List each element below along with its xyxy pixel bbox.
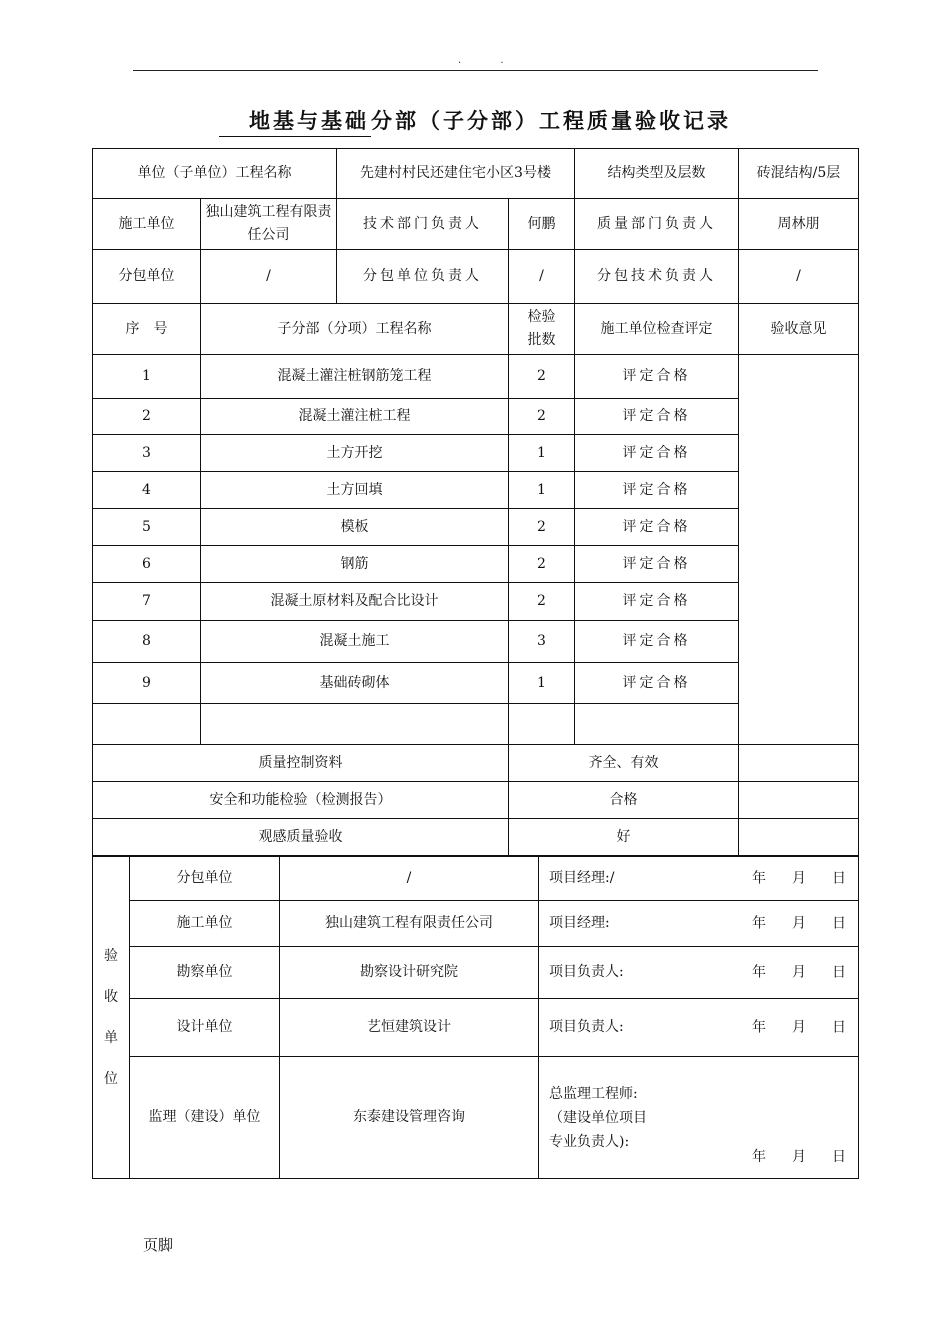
signer-line: 总监理工程师: — [549, 1085, 638, 1102]
project-name-value: 先建村村民还建住宅小区3号楼 — [337, 149, 575, 199]
col-batch-line1: 检验 — [527, 309, 556, 325]
date-year: 年 — [752, 1149, 766, 1165]
unit-signature — [539, 901, 859, 947]
summary-label: 质量控制资料 — [93, 745, 509, 782]
acceptance-row — [93, 1057, 859, 1179]
sub-unit-value: / — [201, 250, 337, 304]
row-name: 基础砖砌体 — [201, 663, 509, 704]
date-year: 年 — [752, 870, 766, 886]
row-seq: 4 — [93, 472, 201, 509]
tech-head-value: 何鹏 — [509, 199, 575, 250]
date-day: 日 — [832, 870, 846, 886]
header-rule — [133, 70, 818, 71]
row-seq — [93, 704, 201, 745]
summary-value: 齐全、有效 — [509, 745, 739, 782]
unit-name: / — [280, 857, 539, 901]
row-name: 钢筋 — [201, 546, 509, 583]
unit-name: 东泰建设管理咨询 — [280, 1057, 539, 1179]
unit-signature — [539, 857, 859, 901]
sub-unit-head-value: / — [509, 250, 575, 304]
row-eval: 评定合格 — [575, 399, 739, 435]
date-month: 月 — [792, 1019, 806, 1035]
date-day: 日 — [832, 964, 846, 980]
row-seq: 9 — [93, 663, 201, 704]
sub-tech-head-value: / — [739, 250, 859, 304]
row-seq: 3 — [93, 435, 201, 472]
title-sub: 分部（子分部）工程质量验收记录 — [371, 108, 731, 133]
row-batch: 2 — [509, 583, 575, 621]
row-batch: 1 — [509, 663, 575, 704]
quality-table — [92, 148, 859, 856]
acceptance-table — [92, 856, 859, 1179]
row-eval: 评定合格 — [575, 472, 739, 509]
unit-signature — [539, 947, 859, 999]
sign-date — [726, 1146, 846, 1169]
structure-label: 结构类型及层数 — [575, 149, 739, 199]
row-eval: 评定合格 — [575, 663, 739, 704]
page-footer: 页脚 — [143, 1236, 174, 1254]
unit-name: 勘察设计研究院 — [280, 947, 539, 999]
col-opinion: 验收意见 — [739, 304, 859, 355]
page-title — [0, 105, 950, 137]
unit-role: 设计单位 — [130, 999, 280, 1057]
row-batch: 1 — [509, 435, 575, 472]
info-row-project — [93, 149, 859, 199]
signer-label: 项目负责人: — [549, 964, 624, 980]
row-batch — [509, 704, 575, 745]
unit-role: 分包单位 — [130, 857, 280, 901]
acceptance-row — [93, 901, 859, 947]
header-dots: · · — [458, 58, 522, 69]
acceptance-row — [93, 999, 859, 1057]
side-char: 验 — [104, 947, 118, 964]
sign-date — [726, 867, 846, 890]
summary-row — [93, 782, 859, 819]
opinion-cell — [739, 355, 859, 745]
sub-unit-label: 分包单位 — [93, 250, 201, 304]
signer-line: （建设单位项目 — [549, 1109, 647, 1126]
date-day: 日 — [832, 1149, 846, 1165]
contractor-label: 施工单位 — [93, 199, 201, 250]
row-name — [201, 704, 509, 745]
row-seq: 6 — [93, 546, 201, 583]
row-batch: 2 — [509, 355, 575, 399]
row-name: 模板 — [201, 509, 509, 546]
date-month: 月 — [792, 870, 806, 886]
row-name: 混凝土灌注桩工程 — [201, 399, 509, 435]
date-day: 日 — [832, 915, 846, 931]
acceptance-row — [93, 857, 859, 901]
sign-date — [726, 961, 846, 984]
row-name: 土方回填 — [201, 472, 509, 509]
row-batch: 2 — [509, 399, 575, 435]
row-eval: 评定合格 — [575, 509, 739, 546]
col-name: 子分部（分项）工程名称 — [201, 304, 509, 355]
contractor-value: 独山建筑工程有限责任公司 — [201, 199, 337, 250]
column-header-row — [93, 304, 859, 355]
row-eval: 评定合格 — [575, 546, 739, 583]
row-seq: 5 — [93, 509, 201, 546]
summary-opinion — [739, 819, 859, 856]
row-seq: 2 — [93, 399, 201, 435]
signer-line: 专业负责人): — [549, 1133, 630, 1150]
row-eval: 评定合格 — [575, 583, 739, 621]
structure-value: 砖混结构/5层 — [739, 149, 859, 199]
date-year: 年 — [752, 964, 766, 980]
summary-value: 合格 — [509, 782, 739, 819]
date-day: 日 — [832, 1019, 846, 1035]
col-batch — [509, 304, 575, 355]
unit-role: 监理（建设）单位 — [130, 1057, 280, 1179]
row-eval: 评定合格 — [575, 355, 739, 399]
row-name: 土方开挖 — [201, 435, 509, 472]
acceptance-side-label — [93, 857, 130, 1179]
row-name: 混凝土灌注桩钢筋笼工程 — [201, 355, 509, 399]
signer-lines — [549, 1082, 854, 1154]
col-eval: 施工单位检查评定 — [575, 304, 739, 355]
date-month: 月 — [792, 964, 806, 980]
summary-value: 好 — [509, 819, 739, 856]
date-year: 年 — [752, 1019, 766, 1035]
row-seq: 7 — [93, 583, 201, 621]
title-main: 地基与基础 — [219, 105, 371, 137]
row-name: 混凝土原材料及配合比设计 — [201, 583, 509, 621]
row-eval: 评定合格 — [575, 435, 739, 472]
summary-row — [93, 819, 859, 856]
unit-role: 施工单位 — [130, 901, 280, 947]
summary-opinion — [739, 782, 859, 819]
signer-label: 项目经理: — [549, 915, 610, 931]
signer-label: 项目经理:/ — [549, 870, 615, 886]
unit-role: 勘察单位 — [130, 947, 280, 999]
date-month: 月 — [792, 915, 806, 931]
unit-signature — [539, 999, 859, 1057]
project-name-label: 单位（子单位）工程名称 — [93, 149, 337, 199]
row-batch: 1 — [509, 472, 575, 509]
row-batch: 3 — [509, 621, 575, 663]
acceptance-row — [93, 947, 859, 999]
info-row-contractor — [93, 199, 859, 250]
summary-opinion — [739, 745, 859, 782]
date-month: 月 — [792, 1149, 806, 1165]
table-row — [93, 355, 859, 399]
sign-date — [726, 912, 846, 935]
unit-name: 艺恒建筑设计 — [280, 999, 539, 1057]
sign-date — [726, 1016, 846, 1039]
side-char: 位 — [104, 1070, 118, 1087]
date-year: 年 — [752, 915, 766, 931]
info-row-subcontractor — [93, 250, 859, 304]
quality-head-label: 质量部门负责人 — [575, 199, 739, 250]
row-eval: 评定合格 — [575, 621, 739, 663]
side-char: 单 — [104, 1029, 118, 1046]
sub-tech-head-label: 分包技术负责人 — [575, 250, 739, 304]
col-batch-line2: 批数 — [527, 332, 556, 348]
summary-label: 观感质量验收 — [93, 819, 509, 856]
summary-row — [93, 745, 859, 782]
quality-head-value: 周林朋 — [739, 199, 859, 250]
signer-label: 项目负责人: — [549, 1019, 624, 1035]
col-seq: 序 号 — [93, 304, 201, 355]
unit-signature — [539, 1057, 859, 1179]
unit-name: 独山建筑工程有限责任公司 — [280, 901, 539, 947]
sub-unit-head-label: 分包单位负责人 — [337, 250, 509, 304]
summary-label: 安全和功能检验（检测报告） — [93, 782, 509, 819]
tech-head-label: 技术部门负责人 — [337, 199, 509, 250]
row-name: 混凝土施工 — [201, 621, 509, 663]
row-seq: 1 — [93, 355, 201, 399]
side-char: 收 — [104, 988, 118, 1005]
row-eval — [575, 704, 739, 745]
row-batch: 2 — [509, 546, 575, 583]
row-seq: 8 — [93, 621, 201, 663]
row-batch: 2 — [509, 509, 575, 546]
